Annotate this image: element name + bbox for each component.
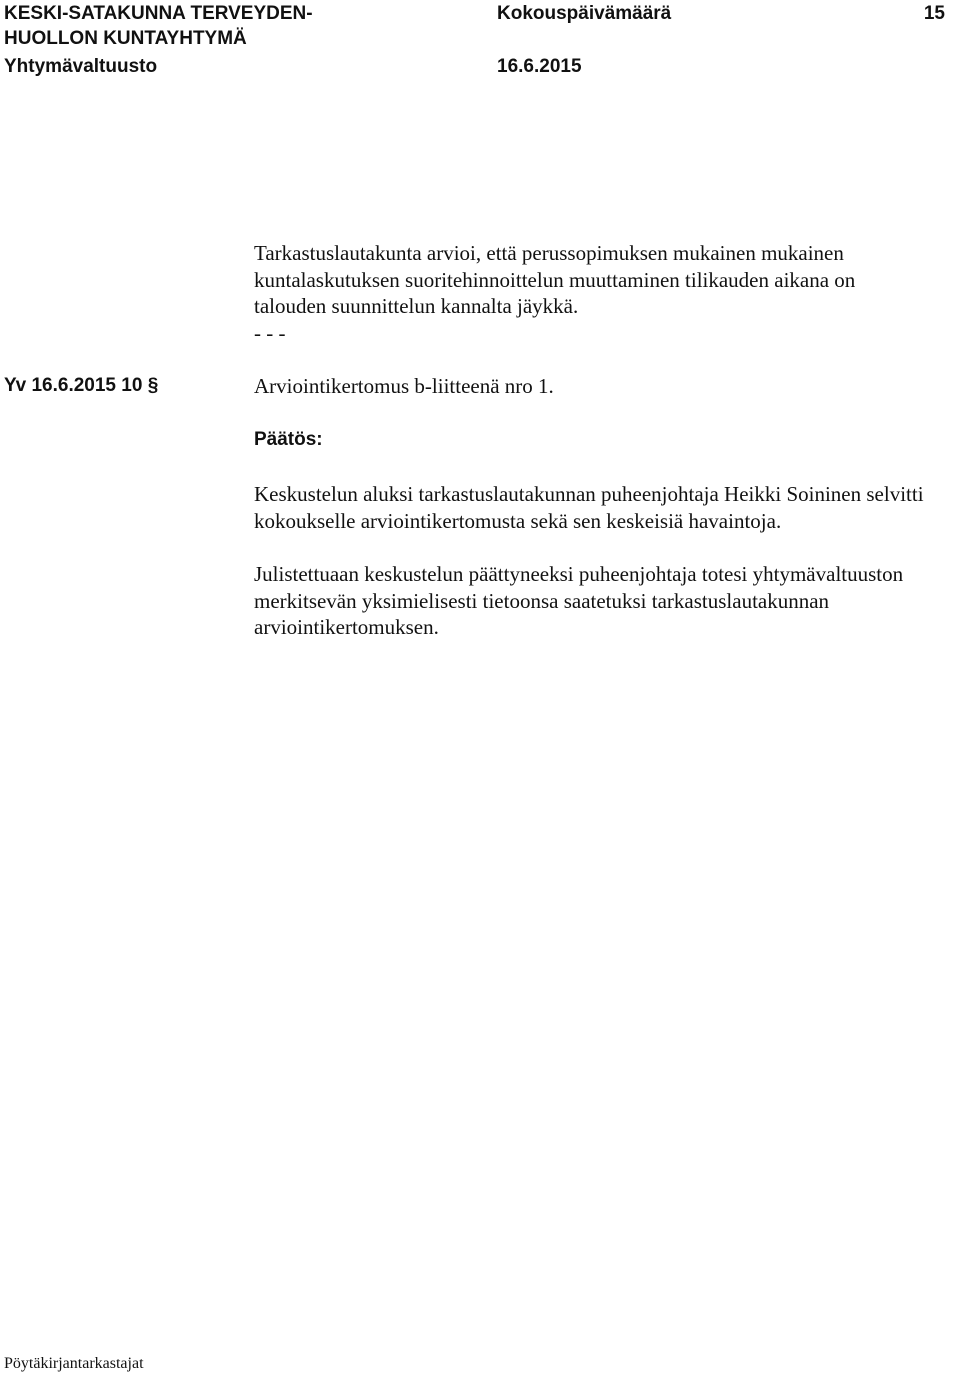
governing-body: Yhtymävaltuusto xyxy=(4,56,158,77)
section-reference: Yv 16.6.2015 10 § xyxy=(4,375,159,396)
organization-name-line2: HUOLLON KUNTAYHTYMÄ xyxy=(4,28,247,49)
paragraph-conclusion: Julistettuaan keskustelun päättyneeksi puheenjohtaja totesi yhtymävaltuuston merkitsevän yksimielisesti tietoonsa saatetuksi tarkastuslautakunnan arviointikertomuksen. xyxy=(254,562,904,639)
meeting-date: 16.6.2015 xyxy=(497,56,582,77)
organization-name-line1: KESKI-SATAKUNNA TERVEYDEN- xyxy=(4,3,313,24)
paragraph-discussion: Keskustelun aluksi tarkastuslautakunnan puheenjohtaja Heikki Soininen selvitti kokoukselle arviointikertomusta sekä sen keskeisiä havaintoja. xyxy=(254,482,924,533)
section-title: Arviointikertomus b-liitteenä nro 1. xyxy=(254,374,554,398)
decision-label: Päätös: xyxy=(254,429,323,450)
meeting-date-label: Kokouspäivämäärä xyxy=(497,3,672,24)
minutes-checkers-label: Pöytäkirjantarkastajat xyxy=(4,1355,144,1372)
section-separator: - - - xyxy=(254,321,286,345)
paragraph-audit-assessment: Tarkastuslautakunta arvioi, että perussopimuksen mukainen mukainen kuntalaskutuksen suoritehinnoittelun muuttaminen tilikauden aikana on talouden suunnittelun kannalta jäykkä. xyxy=(254,241,856,318)
page-number: 15 xyxy=(923,3,945,24)
